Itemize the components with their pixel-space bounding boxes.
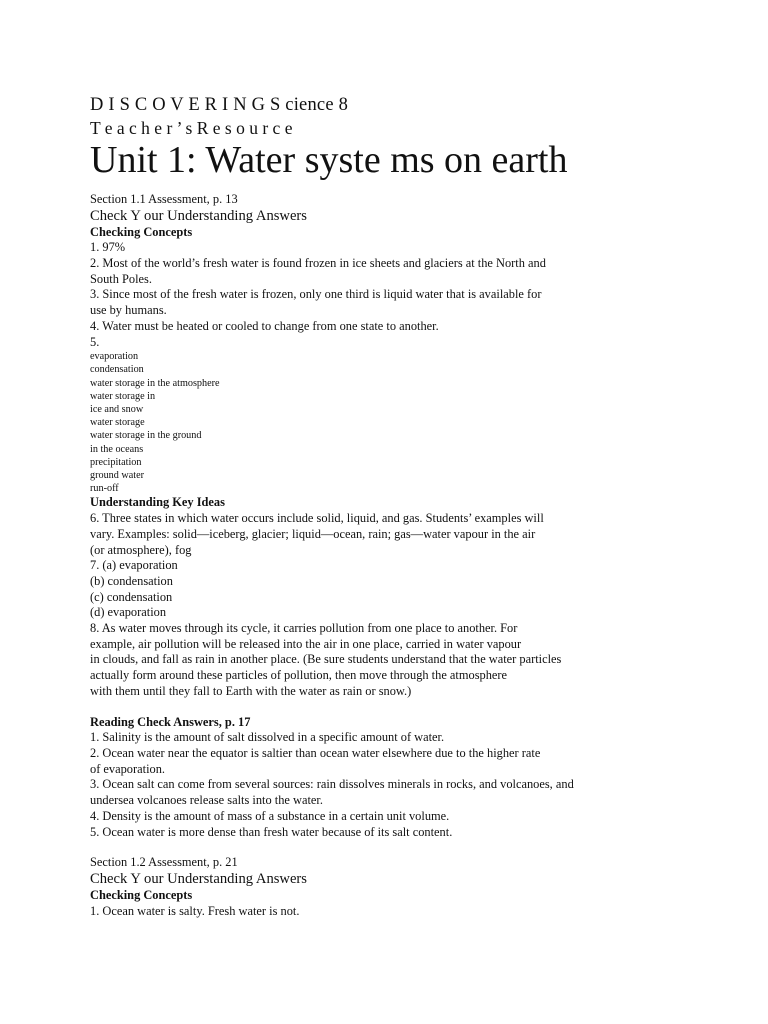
key-idea-line: (d) evaporation	[90, 605, 167, 620]
reading-check-line: 5. Ocean water is more dense than fresh water because of its salt content.	[90, 824, 453, 839]
diagram-label: precipitation	[90, 456, 142, 468]
section-1-2-subheading: Check Y our Understanding Answers	[90, 870, 307, 887]
answer-line: use by humans.	[90, 303, 167, 318]
key-idea-line: 8. As water moves through its cycle, it carries pollution from one place to another. For	[90, 621, 518, 636]
checking-concepts-label: Checking Concepts	[90, 887, 193, 902]
spacer	[90, 700, 730, 715]
answer-line: South Poles.	[90, 271, 152, 286]
diagram-label: condensation	[90, 364, 144, 376]
unit-title: Unit 1: Water syste ms on earth	[90, 139, 568, 181]
reading-check-heading: Reading Check Answers, p. 17	[90, 714, 251, 729]
resource-subtitle: T e a c h e r ’ s R e s o u r c e	[90, 118, 293, 138]
document-page	[90, 94, 730, 919]
spacer	[90, 840, 730, 855]
reading-check-line: 4. Density is the amount of mass of a substance in a certain unit volume.	[90, 808, 450, 823]
answer-line: 1. 97%	[90, 240, 126, 255]
key-idea-line: vary. Examples: solid—iceberg, glacier; liquid—ocean, rain; gas—water vapour in the air	[90, 526, 536, 541]
reading-check-line: 3. Ocean salt can come from several sources: rain dissolves minerals in rocks, and volcanoes, and	[90, 777, 574, 792]
reading-check-line: undersea volcanoes release salts into the water.	[90, 793, 323, 808]
diagram-label: evaporation	[90, 351, 139, 363]
diagram-label: ground water	[90, 470, 145, 482]
diagram-label: ice and snow	[90, 404, 144, 416]
reading-check-line: 1. Salinity is the amount of salt dissolved in a specific amount of water.	[90, 730, 445, 745]
reading-check-line: 2. Ocean water near the equator is saltier than ocean water elsewhere due to the higher rate	[90, 746, 541, 760]
answer-line: 2. Most of the world’s fresh water is found frozen in ice sheets and glaciers at the North and	[90, 256, 546, 270]
answer-line: 5.	[90, 334, 100, 349]
diagram-label: water storage in the atmosphere	[90, 377, 220, 389]
answer-line: 1. Ocean water is salty. Fresh water is not.	[90, 903, 300, 918]
diagram-label: water storage	[90, 417, 145, 429]
checking-concepts-label: Checking Concepts	[90, 224, 193, 239]
diagram-label: in the oceans	[90, 443, 144, 455]
key-ideas-label: Understanding Key Ideas	[90, 495, 225, 510]
key-idea-line: 7. (a) evaporation	[90, 558, 178, 573]
key-idea-line: (or atmosphere), fog	[90, 542, 192, 557]
key-idea-line: 6. Three states in which water occurs include solid, liquid, and gas. Students’ examples will	[90, 511, 544, 526]
diagram-label: water storage in the ground	[90, 430, 202, 442]
diagram-label: water storage in	[90, 390, 156, 402]
key-idea-line: with them until they fall to Earth with the water as rain or snow.)	[90, 683, 412, 698]
section-1-1-subheading: Check Y our Understanding Answers	[90, 207, 307, 224]
key-idea-line: actually form around these particles of pollution, then move through the atmosphere	[90, 668, 508, 683]
section-1-1-heading: Section 1.1 Assessment, p. 13	[90, 192, 238, 206]
section-1-2-heading: Section 1.2 Assessment, p. 21	[90, 855, 238, 870]
key-idea-line: in clouds, and fall as rain in another place. (Be sure students understand that the water particles	[90, 652, 562, 667]
diagram-label: run-off	[90, 483, 119, 495]
reading-check-line: of evaporation.	[90, 761, 166, 776]
book-title: D I S C O V E R I N G S cience 8	[90, 95, 349, 115]
key-idea-line: (c) condensation	[90, 589, 173, 604]
answer-line: 4. Water must be heated or cooled to change from one state to another.	[90, 318, 439, 333]
key-idea-line: example, air pollution will be released into the air in one place, carried in water vapour	[90, 636, 522, 651]
water-cycle-diagram-labels	[90, 350, 730, 495]
key-idea-line: (b) condensation	[90, 573, 173, 588]
answer-line: 3. Since most of the fresh water is frozen, only one third is liquid water that is available for	[90, 287, 542, 302]
